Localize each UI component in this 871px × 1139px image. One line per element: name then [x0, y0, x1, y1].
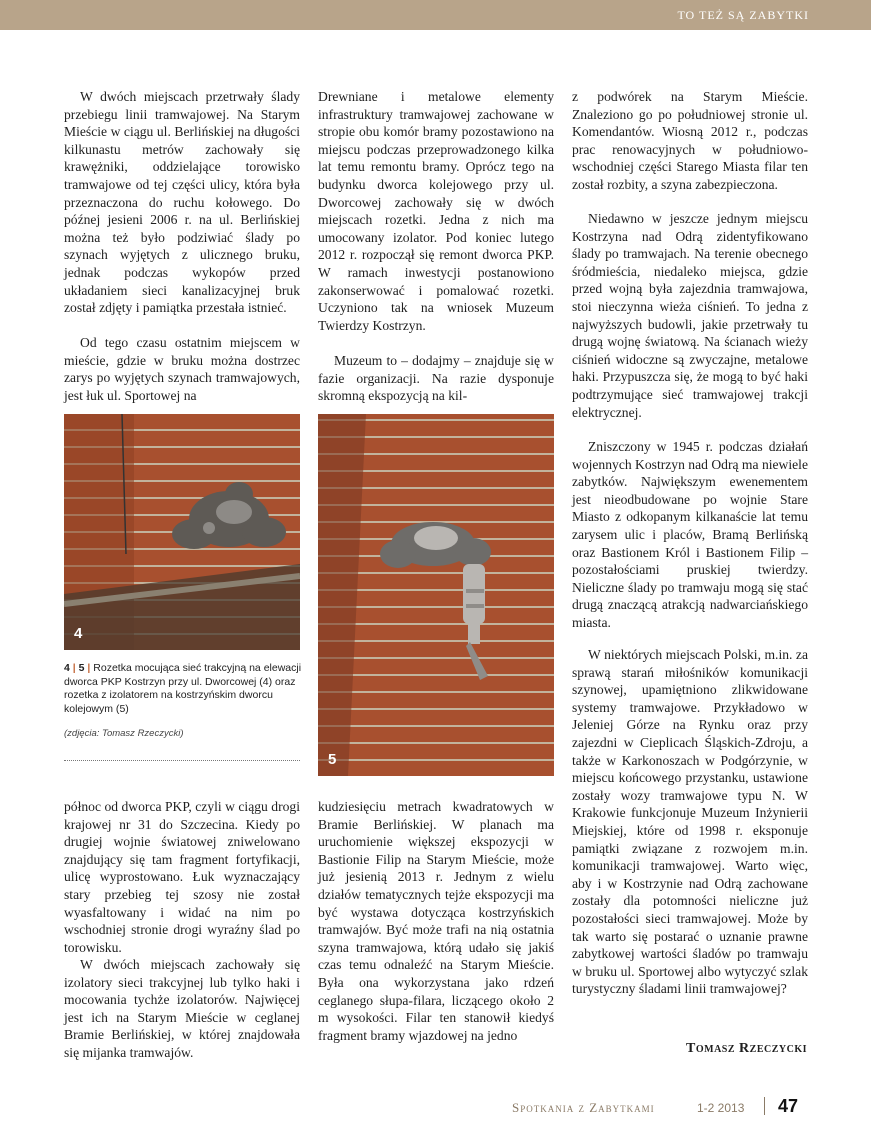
dotted-divider	[64, 760, 300, 761]
rosette-photo-graphic	[64, 414, 300, 650]
figure-caption: 4 | 5 | Rozetka mocująca sieć trakcyjną na elewacji dworca PKP Kostrzyn przy ul. Dworcowej (4) oraz rozetka z izolatorem na kostrzyńskim dworcu kolejowym (5)	[64, 662, 302, 715]
footer-separator	[764, 1097, 765, 1115]
col1-paragraph-4: W dwóch miejscach zachowały się izolatory sieci trakcyjnej lub tylko haki i mocowania tychże izolatorów. Najwięcej jest ich na Starym Mieście w ceglanej Bramie Berlińskiej, w której znajdowała się mijanka tramwajów.	[64, 957, 300, 1060]
col2-paragraph-3: kudziesięciu metrach kwadratowych w Bramie Berlińskiej. W planach ma uruchomienie większej ekspozycji w Bastionie Filip na Starym Mieście, może już jesienią 2013 r. Jednym z wielu działów tematycznych tejże ekspozycji ma być wystawa dotycząca kostrzyńskich tramwajów. Być może trafi na nią ostatnia szyna tramwajowa, którą udało się jakiś czas temu odnaleźć na Starym Mieście. Była ona wykorzystana jako rdzeń ceglanego słupa-filara, liczącego około 2 m wysokości. Filar ten stanowił kiedyś fragment bramy wjazdowej na jedno	[318, 799, 554, 1043]
photo-credit: (zdjęcia: Tomasz Rzeczycki)	[64, 728, 184, 739]
insulator-photo-graphic	[318, 414, 554, 776]
col1-paragraph-3: północ od dworca PKP, czyli w ciągu drogi krajowej nr 31 do Szczecina. Kiedy po drugiej wojnie światowej zniwelowano znajdujący się tam fragment fortyfikacji, ulicę wyprostowano. Łuk wyznaczający stary przebieg tej szosy nie został wyasfaltowany i widać na nim po wschodniej stronie drogi wyraźny ślad po torowisku.	[64, 799, 300, 955]
caption-text-lead: Rozetka mocująca sieć trakcyjną na elewacji dworca PKP Kostrzyn przy ul. Dworcowej (	[64, 662, 302, 688]
caption-ref-4: 4	[262, 675, 269, 688]
caption-number-5: 5	[78, 662, 85, 674]
page-number: 47	[778, 1096, 799, 1116]
caption-separator: |	[72, 662, 76, 674]
photo-number-5: 5	[328, 751, 337, 768]
section-header-band	[0, 0, 871, 30]
col3-paragraph-4: W niektórych miejscach Polski, m.in. za sprawą starań miłośników komunikacji szynowej, upamiętniono zlikwidowane systemy tramwajowe. Przykładowo w Jeleniej Górze na Rynku oraz przy zajezdni w Cieplicach Śląskich-Zdroju, a także w Karkonoszach w Podgórzynie, w miejscu końcowego przystanku, ustawione zostały wozy tramwajowe typu N. W Krakowie funkcjonuje Muzeum Inżynierii Miejskiej, które od 1998 r. eksponuje pamiątki związane z rozwojem m.in. komunikacji tramwajowej. Warto więc, aby i w Kostrzynie nad Odrą zachowane zostały dla potomności nieliczne już pozostałości sieci tramwajowej. Może by tak warto się postarać o uznanie prawne zabytkowej wartości śladów po tramwaju w bruku ul. Sportowej albo wytyczyć szlak turystyczny śladami linii tramwajowej?	[572, 647, 808, 997]
col3-paragraph-2: Niedawno w jeszcze jednym miejscu Kostrzyna nad Odrą zidentyfikowano ślady po tramwajach. Na terenie obecnego śródmieścia, niedaleko miejsca, gdzie przed wojną była zajezdnia tramwajowa, stoi nieczynna wieża ciśnień. To jedna z najwyższych budowli, jakie przetrwały tu drugą wojnę światową. Na ścianach wieży ciśnień widoczne są zwyczajne, metalowe haki. Przypuszcza się, że mogą to być haki podtrzymujące sieć tramwajowej trakcji elektrycznej.	[572, 211, 808, 420]
footer-issue: 1-2 2013	[697, 1101, 745, 1115]
photo-rosette-insulator	[318, 414, 554, 776]
caption-text-end: )	[125, 702, 129, 715]
article-author: Tomasz Rzeczycki	[686, 1041, 807, 1056]
col1-paragraph-2: Od tego czasu ostatnim miejscem w mieście, gdzie w bruku można dostrzec zarys po wyjętych szynach tramwajowych, jest łuk ul. Sportowej na	[64, 335, 300, 403]
photo-number-4: 4	[74, 625, 83, 642]
col2-paragraph-2: Muzeum to – dodajmy – znajduje się w fazie organizacji. Na razie dysponuje skromną ekspozycją na kil-	[318, 353, 554, 404]
section-title: TO TEŻ SĄ ZABYTKI	[677, 8, 809, 22]
caption-ref-5: 5	[119, 702, 126, 715]
col3-paragraph-3: Zniszczony w 1945 r. podczas działań wojennych Kostrzyn nad Odrą ma niewiele zabytków. Największym ewenementem jest nieodbudowane po wojnie Stare Miasto z odkopanym kilkanaście lat temu zarysem ulic i placów, Bramą Berlińską oraz Bastionem Król i Bastionem Filip – pozostałościami pruskiej twierdzy. Nieliczne ślady po tramwaju mogą się stać drugą znaczącą atrakcją nadwarciańskiego miasta.	[572, 439, 808, 630]
col3-paragraph-1: z podwórek na Starym Mieście. Znaleziono go po południowej stronie ul. Komendantów. Wiosną 2012 r., podczas prac renowacyjnych w południowo-wschodniej części Starego Miasta filar ten został rozbity, a szyna zabezpieczona.	[572, 89, 808, 192]
photo-rosette-dworcowa	[64, 414, 300, 650]
caption-number-4: 4	[64, 662, 70, 674]
col2-paragraph-1: Drewniane i metalowe elementy infrastruktury tramwajowej zachowane w stropie obu komór bramy pozostawiono na miejscu podczas przeprowadzonego kilka lat temu remontu bramy. Oprócz tego na budynku dworca kolejowego przy ul. Dworcowej zachowały się w dwóch miejscach rozetki. Jedna z nich ma umocowany izolator. Pod koniec lutego 2012 r. rozpoczął się remont dworca PKP. W ramach inwestycji postanowiono zakonserwować i pomalować rozetki. Uczyniono tak na wniosek Muzeum Twierdzy Kostrzyn.	[318, 89, 554, 333]
footer-journal-title: Spotkania z Zabytkami	[512, 1100, 655, 1115]
caption-text-mid: ) oraz rozetka z izolatorem na kostrzyńskim dworcu kolejowym (	[64, 675, 296, 715]
col1-paragraph-1: W dwóch miejscach przetrwały ślady przebiegu linii tramwajowej. Na Starym Mieście w ciągu ul. Berlińskiej na długości kilkunastu metrów zachowały się krawężniki, oddzielające torowisko tramwajowe od tej części ulicy, która była przeznaczona do ruchu kołowego. Do późnej jesieni 2006 r. na ul. Berlińskiej można też było podziwiać ślady po szynach wyjętych z ulicznego bruku, jednak podczas wykopów przed układaniem sieci kanalizacyjnej bruk został zdjęty i pamiątka przestała istnieć.	[64, 89, 300, 316]
